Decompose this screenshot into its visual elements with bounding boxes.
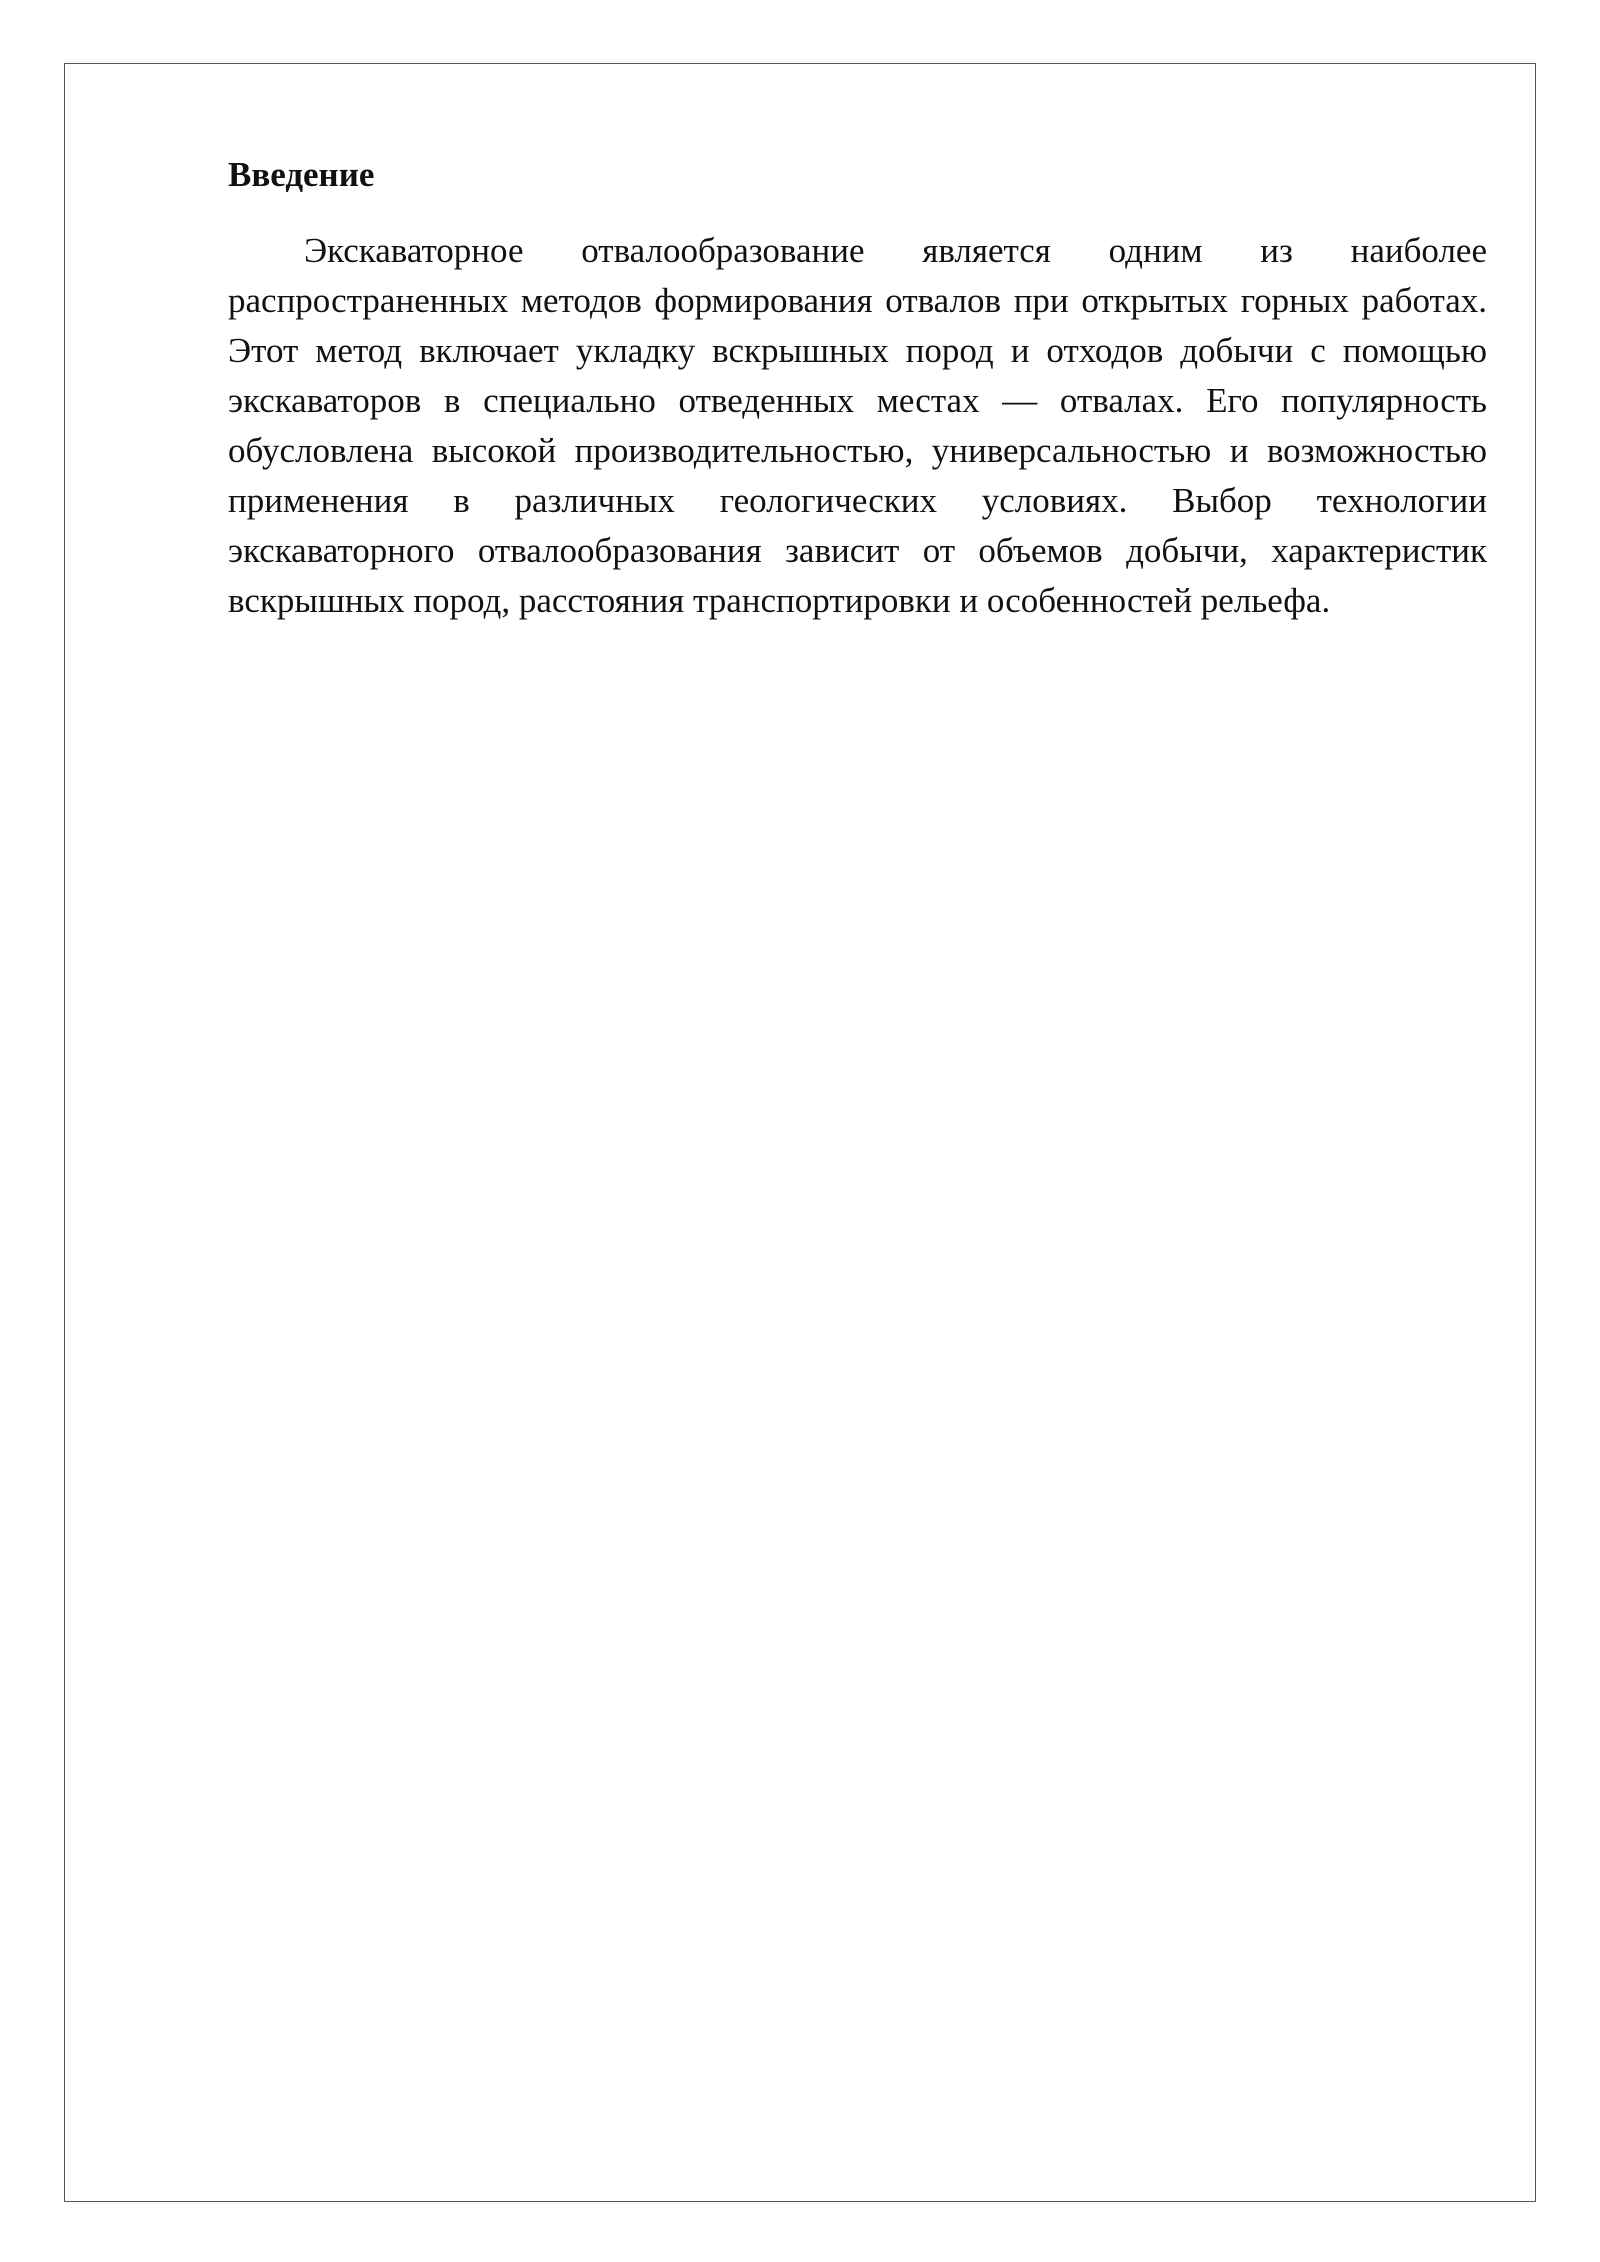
section-heading: Введение: [228, 155, 375, 194]
body-paragraph: Экскаваторное отвалообразование является одним из наиболее распространенных методов формирования отвалов при открытых горных работах. Этот метод включает укладку вскрышных пород и отходов добычи с помощью экскаваторов в специально отведенных местах — отвалах. Его популярность обусловлена высокой производительностью, универсальностью и возможностью применения в различных геологических условиях. Выбор технологии экскаваторного отвалообразования зависит от объемов добычи, характеристик вскрышных пород, расстояния транспортировки и особенностей рельефа.: [228, 231, 1487, 620]
page-content: [228, 150, 1487, 626]
